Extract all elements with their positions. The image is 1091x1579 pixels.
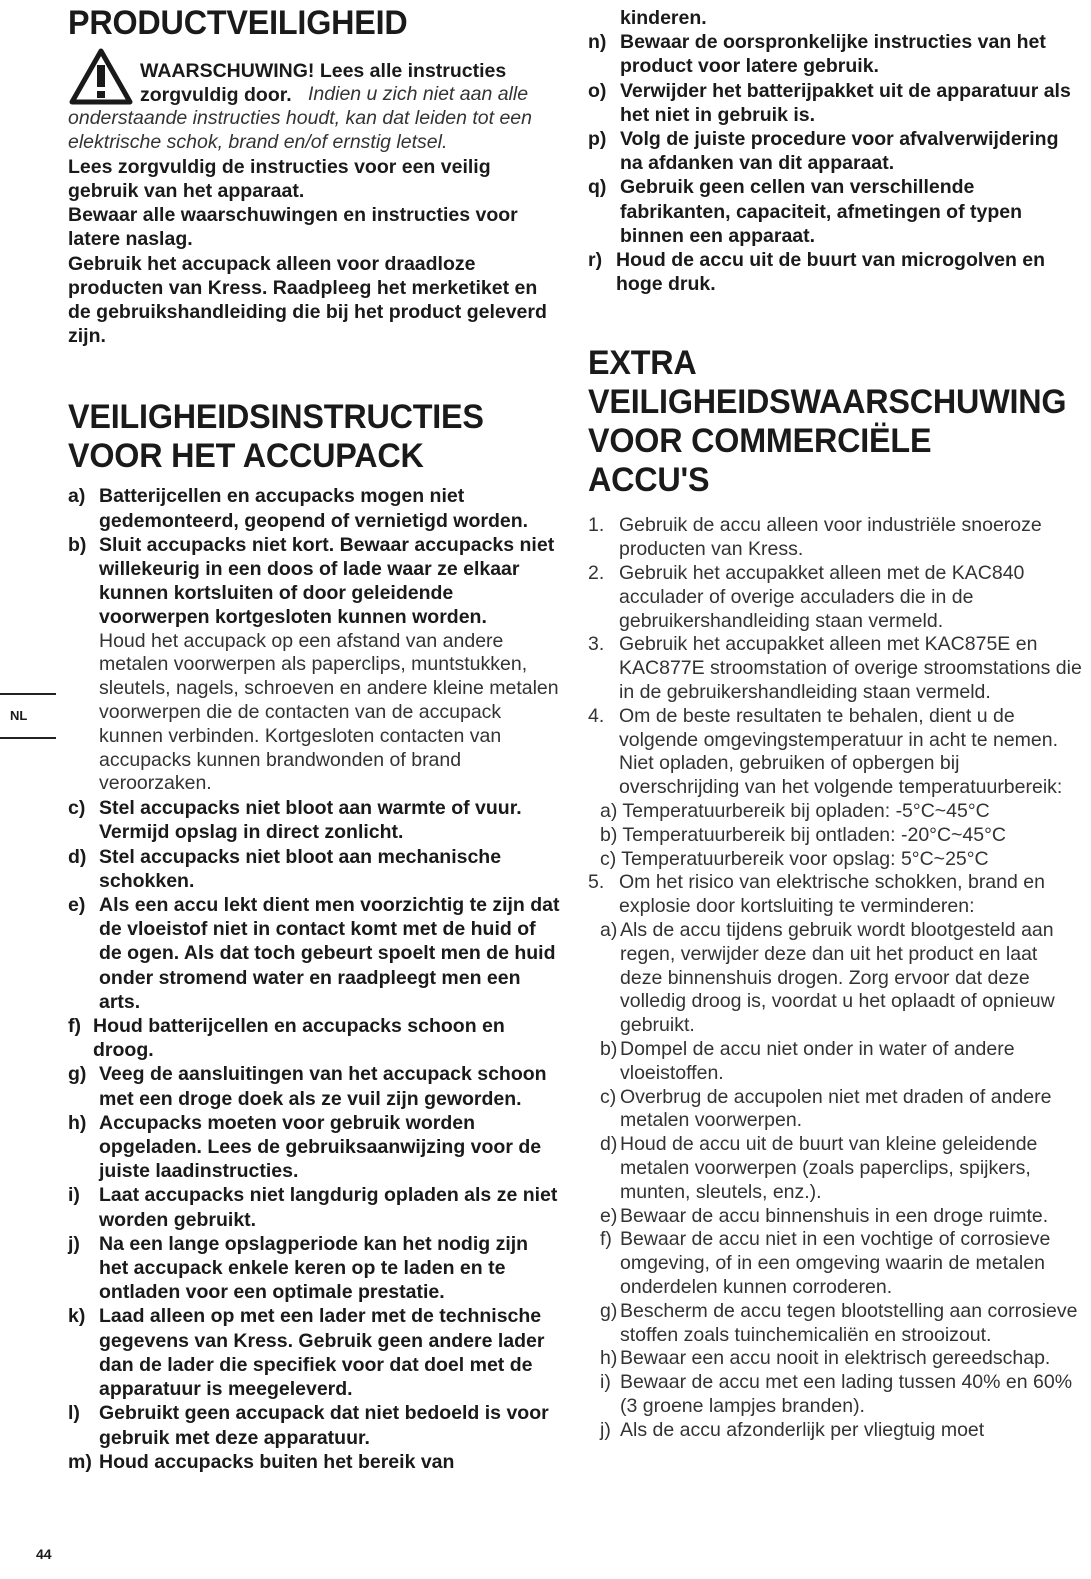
list-item-label: m) [68,1450,92,1473]
list-item-text: Houd de accu uit de buurt van microgolven en hoge druk. [616,249,1046,296]
sub-item-text: Bewaar de accu binnenshuis in een droge ruimte. [620,1204,1049,1227]
heading-extra-veiligheidswaarschuwing [588,344,1067,500]
list-item-label: e) [68,894,86,917]
list-item-label: g) [68,1063,87,1086]
sub-item-label: d) [600,1133,618,1156]
sub-item [588,1228,1083,1299]
language-label: NL [10,708,28,723]
list-item-detail: Houd het accupack op een afstand van andere metalen voorwerpen als paperclips, muntstukken, sleutels, nagels, schroeven en andere kleine metalen voorwerpen die de contacten van de accupack kunnen verbinden. Kortgesloten contacten van accupacks kunnen brandwonden of brand veroorzaken. [99,629,559,795]
list-item-text: Stel accupacks niet bloot aan mechanische schokken. [99,845,502,892]
left-column [68,0,560,1474]
accupack-instructions-list [68,484,560,1473]
sub-item-label: j) [600,1418,611,1441]
sub-item-text: Bewaar de accu met een lading tussen 40% en 60% (3 groene lampjes branden). [620,1371,1073,1417]
continued-text: kinderen. [620,7,707,29]
sub-item [588,919,1083,1038]
sub-item-label: f) [600,1228,612,1251]
sub-item-label: c) [600,1085,617,1108]
numbered-item [588,562,1083,633]
list-item [588,127,1083,175]
list-item-text: Gebruik geen cellen van verschillende fabrikanten, capaciteit, afmetingen of typen binnen een apparaat. [620,176,1022,247]
numbered-item [588,705,1083,800]
sub-item-text: Als de accu afzonderlijk per vliegtuig moet [620,1418,985,1441]
list-item-label: p) [588,128,607,151]
list-item-text: Na een lange opslagperiode kan het nodig zijn het accupack enkele keren op te laden en te ontladen voor een optimale prestatie. [99,1232,529,1304]
numbered-item-label: 5. [588,871,605,894]
list-item-label: b) [68,533,87,556]
sub-item-label: i) [600,1371,611,1394]
warning-bold-text: WAARSCHUWING! Lees alle instructies zorgvuldig door. [140,60,507,107]
list-item-text: Laad alleen op met een lader met de technische gegevens van Kress. Gebruik geen andere lader dan de lader die specifiek voor dat doel met de apparatuur is meegeleverd. [99,1305,545,1401]
list-item-text: Stel accupacks niet bloot aan warmte of vuur. Vermijd opslag in direct zonlicht. [99,797,522,844]
sub-item-text: Bewaar de accu niet in een vochtige of corrosieve omgeving, of in een omgeving waarin de metalen onderdelen kunnen corroderen. [620,1228,1051,1298]
temperature-range-storage: c) Temperatuurbereik voor opslag: 5°C~25°C [600,847,989,870]
sub-item [588,1086,1083,1134]
list-item-text: Laat accupacks niet langdurig opladen als ze niet worden gebruikt. [99,1184,558,1231]
right-column [588,0,1083,1443]
list-item [68,893,560,1014]
numbered-item-text: Gebruik het accupakket alleen met de KAC840 acculader of overige acculaders die in de gebruikershandleiding staan vermeld. [619,562,1025,632]
intro-paragraph-2: Bewaar alle waarschuwingen en instructies voor latere naslag. [68,204,518,251]
numbered-item-label: 4. [588,704,605,727]
sub-item-label: g) [600,1299,618,1322]
list-item [68,1304,560,1401]
warning-italic-text: Indien u zich niet aan alle onderstaande instructies houdt, kan dat leiden tot een elektrische schok, brand en/of ernstig letsel. [68,83,532,153]
commercial-battery-list [588,514,1083,1442]
list-item [68,533,560,796]
list-item-text: Gebruikt geen accupack dat niet bedoeld is voor gebruik met deze apparatuur. [99,1402,549,1449]
numbered-item [588,633,1083,704]
sub-item [588,1205,1083,1229]
list-item-text: Als een accu lekt dient men voorzichtig te zijn dat de vloeistof niet in contact komt met de huid of de ogen. Als dat toch gebeurt spoelt men de huid onder stromend water en raadpleegt men een arts. [99,894,560,1013]
list-item [588,248,1083,296]
numbered-item [588,871,1083,919]
list-item-label: l) [68,1402,80,1425]
sub-item-label: e) [600,1204,618,1227]
list-item [68,1111,560,1184]
language-tab [0,693,56,739]
list-item-text: Verwijder het batterijpakket uit de apparatuur als het niet in gebruik is. [620,79,1071,126]
sub-item-text: Dompel de accu niet onder in water of andere vloeistoffen. [620,1037,1015,1084]
list-item-label: r) [588,249,603,272]
list-item [68,1014,560,1062]
list-item [588,30,1083,78]
numbered-item [588,514,1083,562]
sub-item [588,1347,1083,1371]
list-item-text: Accupacks moeten voor gebruik worden opgeladen. Lees de gebruiksaanwijzing voor de juiste laadinstructies. [99,1111,542,1183]
heading-veiligheidsinstructies: VEILIGHEIDSINSTRUCTIES VOOR HET ACCUPACK [68,398,484,476]
list-item-text: Houd accupacks buiten het bereik van [99,1450,455,1473]
sub-item-label: a) [600,918,618,941]
list-item-text: Houd batterijcellen en accupacks schoon en droog. [93,1015,505,1062]
list-item [68,1401,560,1449]
page-number: 44 [36,1546,52,1562]
numbered-item-label: 1. [588,514,605,537]
list-item-label: i) [68,1184,80,1207]
list-item-label: a) [68,485,86,508]
list-item [68,796,560,844]
list-item-label: h) [68,1111,87,1134]
temperature-range-discharging: b) Temperatuurbereik bij ontladen: -20°C~45°C [600,823,1007,846]
list-item-text: Batterijcellen en accupacks mogen niet gedemonteerd, geopend of vernietigd worden. [99,485,529,532]
sub-item-text: Als de accu tijdens gebruik wordt blootgesteld aan regen, verwijder deze dan uit het product en laat deze binnenshuis drogen. Zorg ervoor dat deze volledig droog is, voordat u het oplaadt of opnieuw gebruikt. [620,918,1055,1037]
list-item-text: Sluit accupacks niet kort. Bewaar accupacks niet willekeurig in een doos of lade waar ze elkaar kunnen kortsluiten of door geleidende voorwerpen kortgesloten kunnen worden. [99,533,555,629]
sub-item-text: Bewaar een accu nooit in elektrisch gereedschap. [620,1347,1051,1370]
numbered-item-label: 3. [588,633,605,656]
intro-paragraph-3: Gebruik het accupack alleen voor draadloze producten van Kress. Raadpleeg het merketiket en de gebruikshandleiding die bij het product geleverd zijn. [68,252,547,348]
sub-item-label: b) [600,1037,618,1060]
list-item-label: o) [588,79,607,102]
list-item-label: j) [68,1232,80,1255]
list-item [68,1183,560,1231]
list-item [68,1450,560,1474]
numbered-item-text: Gebruik de accu alleen voor industriële snoeroze producten van Kress. [619,514,1042,561]
list-item [588,175,1083,248]
list-item-label: c) [68,797,86,820]
list-item-text: Veeg de aansluitingen van het accupack schoon met een droge doek als ze vuil zijn geworden. [99,1063,547,1110]
numbered-item-text: Gebruik het accupakket alleen met KAC875E en KAC877E stroomstation of overige stroomstations die in de gebruikershandleiding staan vermeld. [619,633,1082,704]
numbered-item-text: Om het risico van elektrische schokken, brand en explosie door kortsluiting te verminderen: [619,871,1045,918]
warning-block [68,47,560,107]
list-item-text: Bewaar de oorspronkelijke instructies van het product voor latere gebruik. [620,31,1046,78]
sub-item [588,1038,1083,1086]
list-item [68,845,560,893]
list-item [68,484,560,532]
list-item-label: k) [68,1305,86,1328]
sub-item-text: Houd de accu uit de buurt van kleine geleidende metalen voorwerpen (zoals paperclips, spijkers, munten, sleutels, enz.). [620,1133,1038,1203]
sub-item-text: Bescherm de accu tegen blootstelling aan corrosieve stoffen zoals tuinchemicaliën en strooizout. [620,1299,1078,1346]
numbered-item-label: 2. [588,562,605,585]
list-item-label: f) [68,1015,81,1038]
heading-line-1: EXTRA [588,344,697,383]
sub-item-text: Overbrug de accupolen niet met draden of andere metalen voorwerpen. [620,1085,1052,1132]
sub-item-label: h) [600,1347,618,1370]
list-item-label: d) [68,845,87,868]
intro-paragraph-1: Lees zorgvuldig de instructies voor een veilig gebruik van het apparaat. [68,155,491,202]
heading-line-3: VOOR COMMERCIËLE ACCU'S [588,422,932,500]
sub-item [588,1133,1083,1204]
sub-item [588,1419,1083,1443]
temperature-range-charging: a) Temperatuurbereik bij opladen: -5°C~45°C [600,800,990,822]
accupack-instructions-list-continued [588,30,1083,296]
heading-line-2: VEILIGHEIDSWAARSCHUWING [588,383,1067,422]
numbered-item-text: Om de beste resultaten te behalen, dient u de volgende omgevingstemperatuur in acht te nemen. Niet opladen, gebruiken of opbergen bij overschrijding van het volgende temperatuurbereik: [619,704,1063,799]
sub-item [588,1371,1083,1419]
list-item-label: n) [588,31,607,54]
heading-productveiligheid: PRODUCTVEILIGHEID [68,4,408,42]
list-item [588,79,1083,127]
list-item [68,1232,560,1305]
warning-triangle-icon [68,47,134,107]
list-item [68,1062,560,1110]
list-item-label: q) [588,176,607,199]
list-item-text: Volg de juiste procedure voor afvalverwijdering na afdanken van dit apparaat. [620,128,1059,175]
sub-item [588,1300,1083,1348]
